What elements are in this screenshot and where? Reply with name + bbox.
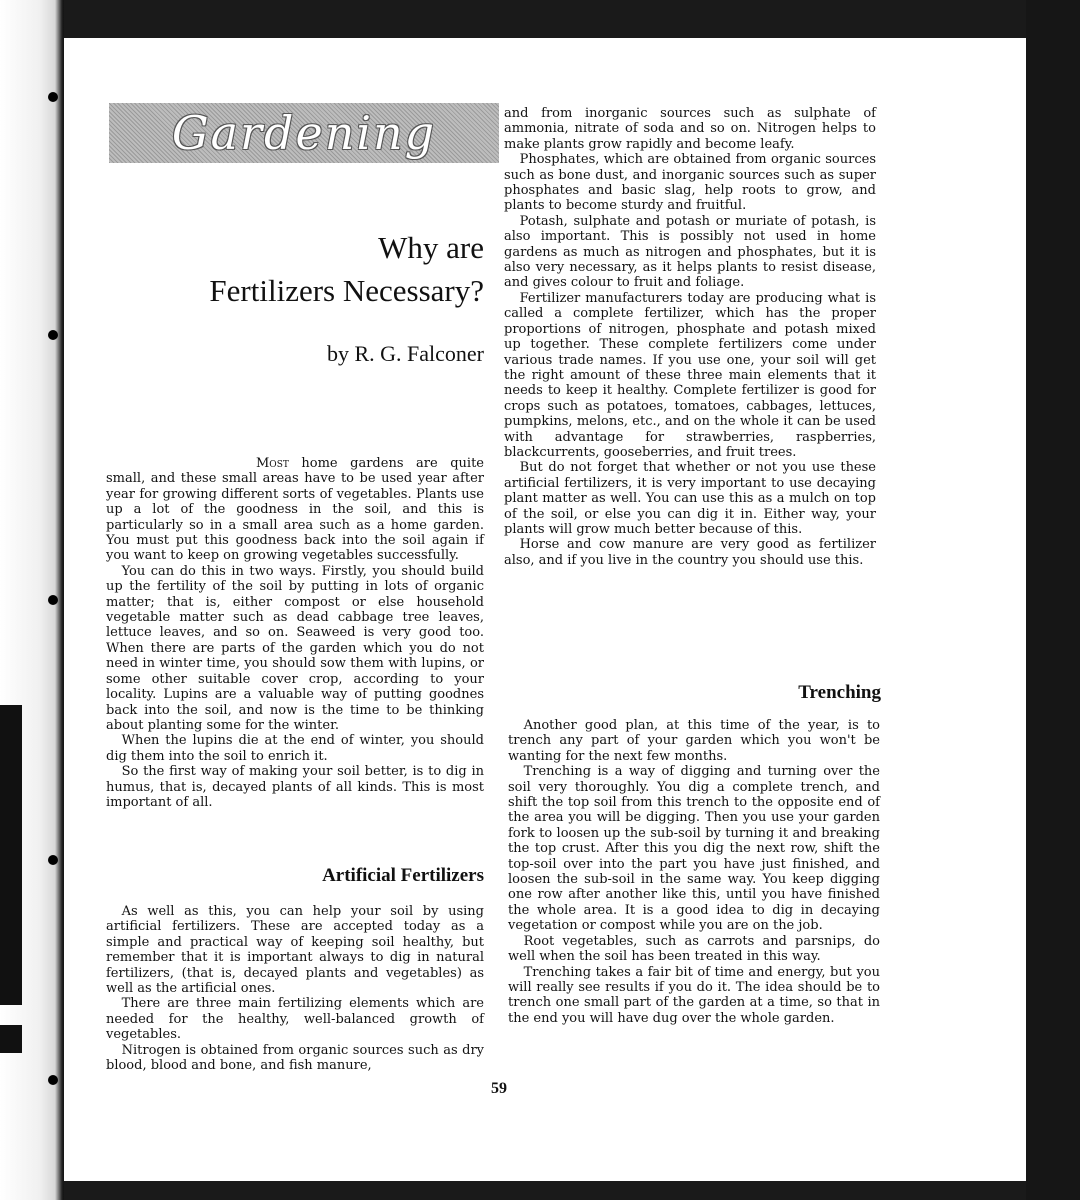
subheading-trenching: Trenching — [798, 682, 881, 703]
body-paragraph: and from inorganic sources such as sulphate of ammonia, nitrate of soda and so on. Nitrogen helps to make plants grow rapidly and become leafy. — [504, 106, 876, 152]
body-paragraph: As well as this, you can help your soil by using artificial fertilizers. These are accepted today as a simple and practical way of keeping soil healthy, but remember that it is important always to dig in natural fertilizers, (that is, decayed plants and vegetables) as well as the artificial ones. — [106, 904, 484, 997]
body-paragraph: Another good plan, at this time of the year, is to trench any part of your garden which you won't be wanting for the next few months. — [508, 718, 880, 764]
intro-column — [106, 456, 484, 810]
binding-strip — [0, 705, 22, 1005]
section-banner — [109, 103, 499, 163]
trenching-column — [508, 718, 880, 1026]
binding-mark — [48, 595, 58, 605]
article-title — [124, 226, 484, 312]
binding-strip — [0, 1025, 22, 1053]
binding-mark — [48, 92, 58, 102]
intro-paragraph: You can do this in two ways. Firstly, you should build up the fertility of the soil by putting in lots of organic matter; that is, either compost or else household vegetable matter such as dead cabbage tree leaves, lettuce leaves, and so on. Seaweed is very good too. When there are parts of the garden which you do not need in winter time, you should sow them with lupins, or some other suitable cover crop, according to your locality. Lupins are a valuable way of putting goodnes back into the soil, and now is the time to be thinking about planting some for the winter. — [106, 563, 484, 733]
subheading-artificial-fertilizers: Artificial Fertilizers — [322, 865, 484, 886]
body-paragraph: Trenching takes a fair bit of time and energy, but you will really see results if you do it. The idea should be to trench one small part of the garden at a time, so that in the end you will have dug over the whole garden. — [508, 964, 880, 1026]
body-paragraph: Potash, sulphate and potash or muriate of potash, is also important. This is possibly not used in home gardens as much as nitrogen and phosphates, but it is also very necessary, as it helps plants to resist disease, and gives colour to fruit and foliage. — [504, 213, 876, 291]
body-paragraph: There are three main fertilizing elements which are needed for the healthy, well-balanced growth of vegetables. — [106, 996, 484, 1043]
byline: by R. G. Falconer — [326, 341, 484, 366]
body-paragraph: Phosphates, which are obtained from organic sources such as bone dust, and inorganic sources such as super phosphates and basic slag, help roots to grow, and plants to become sturdy and fruitful. — [504, 152, 876, 214]
section-banner-title: Gardening — [171, 106, 437, 160]
binding-mark — [48, 855, 58, 865]
body-paragraph: Trenching is a way of digging and turning over the soil very thoroughly. You dig a complete trench, and shift the top soil from this trench to the opposite end of the area you will be digging. Then you use your garden fork to loosen up the sub-soil by turning it and breaking the top crust. After this you dig the next row, shift the top-soil over into the part you have just finished, and loosen the sub-soil in the same way. You keep digging one row after another like this, until you have finished the whole area. It is a good idea to dig in decaying vegetation or compost while you are on the job. — [508, 764, 880, 934]
body-paragraph: Horse and cow manure are very good as fertilizer also, and if you live in the country you should use this. — [504, 537, 876, 568]
article-title-line1: Why are — [378, 230, 484, 265]
body-paragraph: But do not forget that whether or not you use these artificial fertilizers, it is very important to use decaying plant matter as well. You can use this as a mulch on top of the soil, or else you can dig it in. Either way, your plants will grow much better because of this. — [504, 460, 876, 537]
lead-word: Most — [256, 456, 289, 471]
scan-right-edge — [1026, 0, 1080, 1200]
artificial-fertilizers-column — [106, 904, 484, 1073]
right-column-continued — [504, 106, 876, 568]
intro-paragraph — [106, 456, 484, 564]
body-paragraph: Nitrogen is obtained from organic sources such as dry blood, blood and bone, and fish manure, — [106, 1042, 484, 1074]
article-title-line2: Fertilizers Necessary? — [209, 273, 484, 308]
magazine-page — [64, 38, 1026, 1181]
body-paragraph: Fertilizer manufacturers today are producing what is called a complete fertilizer, which has the proper proportions of nitrogen, phosphate and potash mixed up together. These complete fertilizers come under various trade names. If you use one, your soil will get the right amount of these three main elements that it needs to keep it healthy. Complete fertilizer is good for crops such as potatoes, tomatoes, cabbages, lettuces, pumpkins, melons, etc., and on the whole it can be used with advantage for strawberries, raspberries, blackcurrents, gooseberries, and fruit trees. — [504, 290, 876, 460]
binding-mark — [48, 1075, 58, 1085]
intro-paragraph-text: home gardens are quite small, and these small areas have to be used year after year for growing different sorts of vegetables. Plants use up a lot of the goodness in the soil, and this is particularly so in a small area such as a home garden. You must put this goodness back into the soil again if you want to keep on growing vegetables successfully. — [106, 456, 484, 564]
page-number: 59 — [491, 1080, 507, 1097]
intro-paragraph: When the lupins die at the end of winter, you should dig them into the soil to enrich it. — [106, 733, 484, 764]
intro-paragraph: So the first way of making your soil better, is to dig in humus, that is, decayed plants of all kinds. This is most important of all. — [106, 764, 484, 810]
body-paragraph: Root vegetables, such as carrots and parsnips, do well when the soil has been treated in this way. — [508, 933, 880, 965]
binding-mark — [48, 330, 58, 340]
